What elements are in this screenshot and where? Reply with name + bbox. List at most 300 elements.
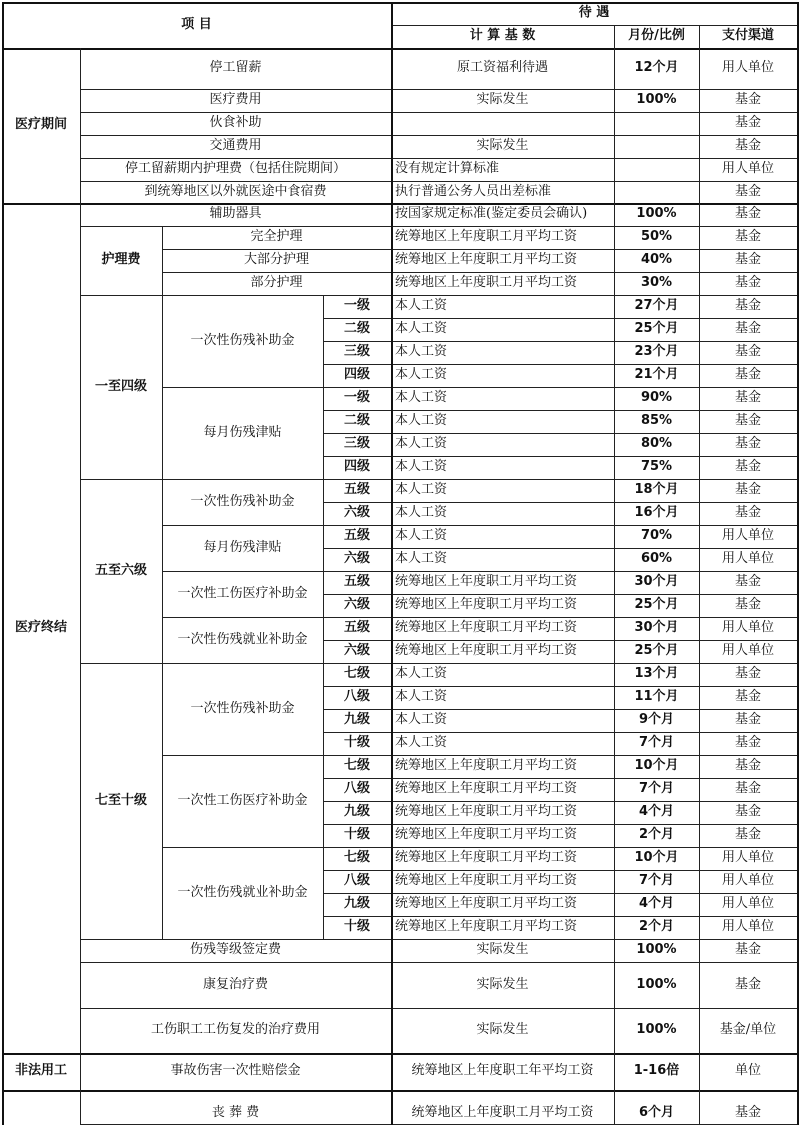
group-grade-7-10-sub-1-row-1-grade: 八级 — [343, 781, 370, 797]
table-rule — [699, 25, 700, 49]
table-rule — [391, 387, 393, 411]
nursing-row-0-channel: 基金 — [734, 229, 761, 245]
table-rule — [391, 502, 393, 526]
group-grade-7-10-sub-1-row-3-amount: 2个月 — [638, 827, 675, 843]
table-rule — [162, 295, 163, 480]
medical-period-row-4-item: 停工留薪期内护理费（包括住院期间） — [124, 161, 346, 177]
medical-period-row-2-basis — [391, 112, 614, 135]
table-rule — [614, 387, 615, 411]
table-rule — [391, 112, 393, 136]
group-grade-7-10-sub-0-row-0-amount: 13个月 — [634, 666, 679, 682]
table-rule — [391, 249, 393, 273]
table-rule — [614, 525, 615, 549]
table-rule — [614, 433, 615, 457]
table-rule — [699, 48, 700, 90]
table-rule — [323, 663, 324, 687]
table-rule — [699, 525, 700, 549]
group-nursing: 护理费 — [101, 252, 141, 268]
nursing-row-0-item: 完全护理 — [250, 229, 303, 245]
group-grade-7-10-sub-2-row-0-basis: 统筹地区上年度职工月平均工资 — [395, 850, 578, 866]
nursing-row-1-amount: 40% — [640, 252, 673, 268]
medical-period-row-3-channel: 基金 — [734, 138, 761, 154]
table-rule — [323, 410, 324, 434]
medical-period-row-3-basis: 实际发生 — [476, 138, 529, 154]
group-grade-7-10-sub-0-row-3-grade: 十级 — [343, 735, 370, 751]
table-rule — [391, 25, 798, 26]
table-rule — [391, 801, 393, 825]
group-grade-1-4-sub-1-row-3-amount: 75% — [640, 459, 673, 475]
table-rule — [699, 962, 700, 1009]
rehab-row-channel: 基金 — [734, 976, 761, 992]
group-grade-7-10-sub-1-row-1-basis: 统筹地区上年度职工月平均工资 — [395, 781, 578, 797]
medical-period-row-3-amount — [614, 135, 699, 158]
group-grade-7-10-sub-1-row-1-amount: 7个月 — [638, 781, 675, 797]
table-rule — [391, 341, 393, 365]
table-rule — [614, 571, 615, 595]
table-rule — [391, 433, 393, 457]
table-rule — [699, 502, 700, 526]
table-rule — [391, 824, 393, 848]
table-rule — [797, 2, 799, 49]
table-rule — [323, 525, 324, 549]
table-rule — [614, 1090, 615, 1125]
table-rule — [699, 870, 700, 894]
group-grade-7-10-sub-2-row-0-grade: 七级 — [343, 850, 370, 866]
table-rule — [699, 135, 700, 159]
group-grade-5-6-sub-1-row-0-amount: 70% — [640, 528, 673, 544]
group-grade-1-4-sub-0-row-3-basis: 本人工资 — [395, 367, 448, 383]
group-grade-7-10-sub-0-row-0-channel: 基金 — [734, 666, 761, 682]
group-grade-5-6-sub-3-row-0-basis: 统筹地区上年度职工月平均工资 — [395, 620, 578, 636]
medical-period-row-4-channel: 用人单位 — [721, 161, 774, 177]
table-rule — [323, 341, 324, 365]
table-rule — [699, 89, 700, 113]
group-grade-1-4-sub-0-row-3-amount: 21个月 — [634, 367, 679, 383]
nursing-row-2-item: 部分护理 — [250, 275, 303, 291]
nursing-row-2-basis: 统筹地区上年度职工月平均工资 — [395, 275, 578, 291]
illegal-row-channel: 单位 — [734, 1063, 761, 1079]
table-rule — [699, 893, 700, 917]
group-grade-5-6-sub-0-row-1-grade: 六级 — [343, 505, 370, 521]
table-rule — [323, 594, 324, 618]
table-rule — [699, 1053, 700, 1091]
group-grade-5-6-sub-3-row-0-amount: 30个月 — [634, 620, 679, 636]
table-rule — [391, 364, 393, 388]
group-grade-1-4-sub-1-row-2-amount: 80% — [640, 436, 673, 452]
medical-period-row-3-item: 交通费用 — [209, 138, 262, 154]
table-rule — [2, 2, 798, 4]
table-rule — [391, 548, 393, 572]
table-rule — [614, 249, 615, 273]
table-rule — [699, 824, 700, 848]
table-rule — [323, 916, 324, 940]
group-grade-7-10-sub-1-row-2-amount: 4个月 — [638, 804, 675, 820]
group-grade-7-10-sub-1-row-0-channel: 基金 — [734, 758, 761, 774]
table-rule — [699, 456, 700, 480]
medical-period-row-4-basis: 没有规定计算标准 — [395, 161, 500, 177]
table-rule — [391, 571, 393, 595]
table-rule — [797, 48, 799, 1125]
group-grade-1-4-sub-1-row-0-grade: 一级 — [343, 390, 370, 406]
table-rule — [614, 824, 615, 848]
table-rule — [391, 158, 393, 182]
group-grade-5-6-sub-3-row-1-channel: 用人单位 — [721, 643, 774, 659]
group-grade-1-4-sub-1-row-1-grade: 二级 — [343, 413, 370, 429]
group-grade-7-10-sub-2-row-1-grade: 八级 — [343, 873, 370, 889]
table-rule — [323, 801, 324, 825]
table-rule — [699, 203, 700, 227]
table-rule — [323, 893, 324, 917]
medical-period-row-5-amount — [614, 181, 699, 203]
medical-period-row-5-basis: 执行普通公务人员出差标准 — [395, 183, 552, 199]
group-medical-period: 医疗期间 — [14, 117, 67, 133]
group-grade-1-4-sub-0-row-1-channel: 基金 — [734, 321, 761, 337]
table-rule — [614, 778, 615, 802]
table-rule — [614, 89, 615, 113]
group-grade-7-10-sub-2-row-2-channel: 用人单位 — [721, 896, 774, 912]
group-grade-1-4-sub-1-row-2-basis: 本人工资 — [395, 436, 448, 452]
table-rule — [614, 203, 615, 227]
group-illegal: 非法用工 — [14, 1063, 67, 1079]
group-grade-7-10-sub-2-row-3-basis: 统筹地区上年度职工月平均工资 — [395, 919, 578, 935]
table-rule — [699, 1090, 700, 1125]
relapse-row-basis: 实际发生 — [476, 1022, 529, 1038]
table-rule — [323, 847, 324, 871]
table-rule — [614, 847, 615, 871]
table-rule — [614, 1053, 615, 1091]
table-rule — [2, 48, 4, 1125]
group-grade-5-6-sub-0-row-0-basis: 本人工资 — [395, 482, 448, 498]
group-grade-5-6-sub-3-row-1-grade: 六级 — [343, 643, 370, 659]
table-rule — [391, 272, 393, 296]
aids-row-channel: 基金 — [734, 206, 761, 222]
group-grade-7-10-sub-0-row-2-basis: 本人工资 — [395, 712, 448, 728]
table-rule — [323, 571, 324, 595]
relapse-row-item: 工伤职工工伤复发的治疗费用 — [150, 1022, 320, 1038]
table-rule — [323, 640, 324, 664]
group-grade-5-6-sub-1-row-1-channel: 用人单位 — [721, 551, 774, 567]
group-grade-1-4-sub-0: 一次性伤残补助金 — [190, 332, 295, 348]
table-rule — [699, 663, 700, 687]
table-rule — [614, 1008, 615, 1054]
group-grade-5-6-sub-3-row-1-basis: 统筹地区上年度职工月平均工资 — [395, 643, 578, 659]
group-grade-7-10-sub-2-row-3-grade: 十级 — [343, 919, 370, 935]
group-grade-5-6-sub-2-row-1-grade: 六级 — [343, 597, 370, 613]
group-grade-1-4-sub-0-row-0-amount: 27个月 — [634, 298, 679, 314]
group-grade-7-10-sub-2-row-2-amount: 4个月 — [638, 896, 675, 912]
table-rule — [391, 686, 393, 710]
table-rule — [614, 548, 615, 572]
table-rule — [323, 364, 324, 388]
medical-period-row-0-item: 停工留薪 — [209, 60, 262, 76]
group-grade-1-4-sub-1-row-2-grade: 三级 — [343, 436, 370, 452]
table-rule — [162, 663, 163, 940]
medical-period-row-5-channel: 基金 — [734, 183, 761, 199]
table-rule — [391, 1090, 393, 1125]
header-channel: 支付渠道 — [721, 28, 774, 44]
table-rule — [391, 2, 393, 49]
group-grade-7-10: 七至十级 — [94, 792, 147, 808]
table-rule — [391, 318, 393, 342]
table-rule — [614, 112, 615, 136]
group-grade-1-4-sub-1-row-0-amount: 90% — [640, 390, 673, 406]
group-grade-7-10-sub-2-row-2-grade: 九级 — [343, 896, 370, 912]
medical-period-row-5-item: 到统筹地区以外就医途中食宿费 — [144, 183, 327, 199]
table-rule — [699, 364, 700, 388]
group-grade-1-4-sub-1: 每月伤残津贴 — [203, 424, 282, 440]
table-rule — [699, 571, 700, 595]
group-grade-5-6-sub-2-row-0-channel: 基金 — [734, 574, 761, 590]
group-grade-7-10-sub-0-row-2-grade: 九级 — [343, 712, 370, 728]
funeral-row-basis: 统筹地区上年度职工月平均工资 — [411, 1104, 594, 1120]
medical-period-row-2-channel: 基金 — [734, 115, 761, 131]
medical-period-row-1-channel: 基金 — [734, 92, 761, 108]
group-grade-7-10-sub-1-row-3-grade: 十级 — [343, 827, 370, 843]
group-grade-5-6-sub-3: 一次性伤残就业补助金 — [177, 631, 308, 647]
table-rule — [2, 1090, 798, 1092]
table-rule — [614, 801, 615, 825]
group-grade-1-4-sub-0-row-2-channel: 基金 — [734, 344, 761, 360]
group-grade-1-4-sub-1-row-1-amount: 85% — [640, 413, 673, 429]
group-grade-7-10-sub-2: 一次性伤残就业补助金 — [177, 884, 308, 900]
group-grade-1-4-sub-0-row-3-grade: 四级 — [343, 367, 370, 383]
table-rule — [323, 870, 324, 894]
table-rule — [699, 594, 700, 618]
table-rule — [699, 548, 700, 572]
table-rule — [699, 847, 700, 871]
group-grade-1-4-sub-1-row-2-channel: 基金 — [734, 436, 761, 452]
table-rule — [699, 801, 700, 825]
table-rule — [614, 410, 615, 434]
table-rule — [699, 709, 700, 733]
group-grade-7-10-sub-2-row-1-basis: 统筹地区上年度职工月平均工资 — [395, 873, 578, 889]
group-grade-1-4-sub-1-row-0-basis: 本人工资 — [395, 390, 448, 406]
group-grade-5-6-sub-3-row-1-amount: 25个月 — [634, 643, 679, 659]
table-rule — [614, 226, 615, 250]
group-grade-5-6-sub-2-row-0-basis: 统筹地区上年度职工月平均工资 — [395, 574, 578, 590]
nursing-row-2-amount: 30% — [640, 275, 673, 291]
illegal-row-item: 事故伤害一次性赔偿金 — [170, 1063, 301, 1079]
group-grade-5-6-sub-1-row-0-basis: 本人工资 — [395, 528, 448, 544]
table-rule — [699, 158, 700, 182]
group-grade-7-10-sub-2-row-1-channel: 用人单位 — [721, 873, 774, 889]
rehab-row-item: 康复治疗费 — [202, 976, 268, 992]
group-grade-7-10-sub-2-row-1-amount: 7个月 — [638, 873, 675, 889]
table-rule — [699, 755, 700, 779]
illegal-row-basis: 统筹地区上年度职工年平均工资 — [411, 1063, 594, 1079]
header-benefit: 待 遇 — [578, 5, 610, 21]
table-rule — [614, 893, 615, 917]
table-rule — [323, 387, 324, 411]
table-rule — [614, 755, 615, 779]
group-grade-5-6-sub-0-row-0-amount: 18个月 — [634, 482, 679, 498]
table-rule — [699, 1008, 700, 1054]
group-grade-5-6-sub-0-row-1-basis: 本人工资 — [395, 505, 448, 521]
nursing-row-2-channel: 基金 — [734, 275, 761, 291]
group-grade-1-4-sub-1-row-0-channel: 基金 — [734, 390, 761, 406]
group-grade-5-6-sub-0-row-1-channel: 基金 — [734, 505, 761, 521]
table-rule — [614, 663, 615, 687]
group-grade-7-10-sub-2-row-3-amount: 2个月 — [638, 919, 675, 935]
group-grade-1-4-sub-1-row-3-grade: 四级 — [343, 459, 370, 475]
table-rule — [391, 893, 393, 917]
group-grade-7-10-sub-2-row-0-amount: 10个月 — [634, 850, 679, 866]
table-rule — [614, 364, 615, 388]
group-grade-7-10-sub-1-row-0-basis: 统筹地区上年度职工月平均工资 — [395, 758, 578, 774]
table-rule — [391, 226, 393, 250]
group-grade-7-10-sub-0-row-3-amount: 7个月 — [638, 735, 675, 751]
group-grade-1-4-sub-0-row-1-grade: 二级 — [343, 321, 370, 337]
group-grade-7-10-sub-0-row-3-basis: 本人工资 — [395, 735, 448, 751]
funeral-row-item: 丧 葬 费 — [211, 1104, 260, 1120]
group-grade-7-10-sub-1-row-0-grade: 七级 — [343, 758, 370, 774]
table-rule — [614, 709, 615, 733]
group-grade-5-6-sub-0-row-1-amount: 16个月 — [634, 505, 679, 521]
table-rule — [323, 502, 324, 526]
table-rule — [614, 158, 615, 182]
group-grade-5-6-sub-0-row-0-grade: 五级 — [343, 482, 370, 498]
table-rule — [614, 479, 615, 503]
group-grade-1-4: 一至四级 — [94, 378, 147, 394]
medical-period-row-0-basis: 原工资福利待遇 — [456, 60, 548, 76]
table-rule — [699, 939, 700, 963]
group-grade-5-6-sub-2-row-1-amount: 25个月 — [634, 597, 679, 613]
table-rule — [699, 249, 700, 273]
group-grade-5-6-sub-1-row-1-amount: 60% — [640, 551, 673, 567]
table-rule — [391, 640, 393, 664]
group-grade-1-4-sub-0-row-2-amount: 23个月 — [634, 344, 679, 360]
table-rule — [699, 686, 700, 710]
table-rule — [614, 318, 615, 342]
group-grade-7-10-sub-2-row-2-basis: 统筹地区上年度职工月平均工资 — [395, 896, 578, 912]
header-month-ratio: 月份/比例 — [628, 28, 685, 44]
group-grade-1-4-sub-0-row-2-basis: 本人工资 — [395, 344, 448, 360]
table-rule — [323, 778, 324, 802]
aids-row-item: 辅助器具 — [209, 206, 262, 222]
header-item: 项 目 — [181, 16, 212, 32]
table-rule — [391, 594, 393, 618]
group-grade-1-4-sub-0-row-1-basis: 本人工资 — [395, 321, 448, 337]
group-grade-1-4-sub-0-row-3-channel: 基金 — [734, 367, 761, 383]
table-rule — [699, 479, 700, 503]
appraisal-row-basis: 实际发生 — [476, 942, 529, 958]
group-grade-7-10-sub-0-row-2-amount: 9个月 — [638, 712, 675, 728]
table-rule — [391, 755, 393, 779]
table-rule — [391, 48, 393, 90]
group-grade-1-4-sub-1-row-3-channel: 基金 — [734, 459, 761, 475]
table-rule — [80, 48, 81, 204]
table-rule — [323, 456, 324, 480]
group-medical-end: 医疗终结 — [14, 619, 67, 635]
funeral-row-amount: 6个月 — [638, 1104, 675, 1120]
header-basis: 计 算 基 数 — [469, 28, 536, 44]
group-grade-5-6-sub-3-row-0-grade: 五级 — [343, 620, 370, 636]
table-rule — [614, 502, 615, 526]
group-grade-5-6: 五至六级 — [94, 562, 147, 578]
table-rule — [614, 456, 615, 480]
group-grade-7-10-sub-0-row-1-amount: 11个月 — [634, 689, 679, 705]
table-rule — [80, 203, 81, 1054]
table-rule — [391, 203, 393, 227]
table-rule — [323, 295, 324, 319]
table-rule — [323, 548, 324, 572]
table-rule — [614, 732, 615, 756]
medical-period-row-1-basis: 实际发生 — [476, 92, 529, 108]
table-rule — [391, 663, 393, 687]
group-grade-7-10-sub-1-row-1-channel: 基金 — [734, 781, 761, 797]
group-grade-7-10-sub-0-row-3-channel: 基金 — [734, 735, 761, 751]
table-rule — [391, 732, 393, 756]
group-grade-1-4-sub-0-row-0-basis: 本人工资 — [395, 298, 448, 314]
group-grade-7-10-sub-1-row-2-channel: 基金 — [734, 804, 761, 820]
table-rule — [323, 686, 324, 710]
table-rule — [391, 870, 393, 894]
group-grade-1-4-sub-1-row-1-channel: 基金 — [734, 413, 761, 429]
table-rule — [699, 226, 700, 250]
table-rule — [391, 1008, 393, 1054]
table-rule — [391, 1053, 393, 1091]
table-rule — [699, 778, 700, 802]
table-rule — [614, 870, 615, 894]
group-grade-5-6-sub-1: 每月伤残津贴 — [203, 539, 282, 555]
table-rule — [699, 640, 700, 664]
group-grade-5-6-sub-1-row-1-grade: 六级 — [343, 551, 370, 567]
table-rule — [162, 226, 163, 296]
medical-period-row-1-item: 医疗费用 — [209, 92, 262, 108]
group-grade-5-6-sub-2: 一次性工伤医疗补助金 — [177, 585, 308, 601]
group-grade-1-4-sub-0-row-0-grade: 一级 — [343, 298, 370, 314]
table-rule — [614, 916, 615, 940]
table-rule — [614, 295, 615, 319]
group-grade-1-4-sub-0-row-2-grade: 三级 — [343, 344, 370, 360]
aids-row-basis: 按国家规定标准(鉴定委员会确认) — [395, 206, 588, 222]
appraisal-row-channel: 基金 — [734, 942, 761, 958]
table-rule — [391, 939, 393, 963]
nursing-row-0-basis: 统筹地区上年度职工月平均工资 — [395, 229, 578, 245]
group-grade-1-4-sub-0-row-1-amount: 25个月 — [634, 321, 679, 337]
table-rule — [614, 686, 615, 710]
medical-period-row-2-item: 伙食补助 — [209, 115, 262, 131]
group-grade-7-10-sub-1-row-3-basis: 统筹地区上年度职工月平均工资 — [395, 827, 578, 843]
table-rule — [391, 181, 393, 204]
table-rule — [614, 135, 615, 159]
illegal-row-amount: 1-16倍 — [633, 1063, 680, 1079]
table-rule — [614, 272, 615, 296]
table-rule — [699, 181, 700, 204]
table-rule — [323, 732, 324, 756]
table-rule — [614, 341, 615, 365]
group-grade-5-6-sub-0: 一次性伤残补助金 — [190, 493, 295, 509]
relapse-row-channel: 基金/单位 — [719, 1022, 777, 1038]
table-rule — [323, 433, 324, 457]
table-rule — [614, 25, 615, 49]
table-rule — [391, 916, 393, 940]
table-rule — [391, 135, 393, 159]
group-grade-5-6-sub-2-row-1-basis: 统筹地区上年度职工月平均工资 — [395, 597, 578, 613]
table-rule — [699, 433, 700, 457]
rehab-row-amount: 100% — [636, 976, 677, 992]
medical-period-row-2-amount — [614, 112, 699, 135]
table-rule — [391, 709, 393, 733]
table-rule — [614, 594, 615, 618]
group-grade-7-10-sub-0-row-0-grade: 七级 — [343, 666, 370, 682]
table-rule — [699, 387, 700, 411]
nursing-row-0-amount: 50% — [640, 229, 673, 245]
table-rule — [391, 89, 393, 113]
table-rule — [323, 824, 324, 848]
group-grade-7-10-sub-1: 一次性工伤医疗补助金 — [177, 792, 308, 808]
table-rule — [699, 318, 700, 342]
